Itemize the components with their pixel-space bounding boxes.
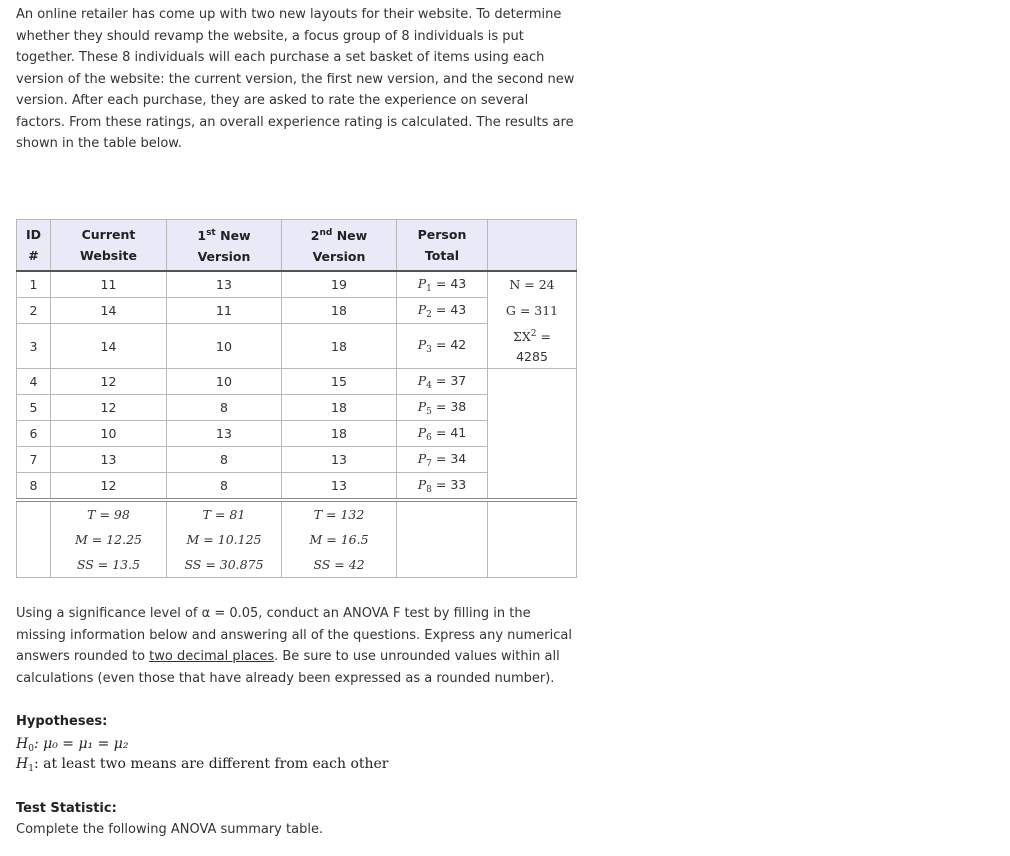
header-id: ID #	[17, 220, 51, 272]
cell-person-total: $P_1 = 43$	[397, 271, 488, 298]
table-row	[17, 324, 577, 369]
table-header-row	[17, 220, 577, 272]
cell-person-total: $P_4 = 37$	[397, 369, 488, 395]
cell-v2: 18	[282, 324, 397, 369]
two-decimal-places-link[interactable]: two decimal places	[149, 649, 275, 664]
header-blank	[488, 220, 577, 272]
header-current: Current Website	[51, 220, 167, 272]
cell-person-total: $P_3 = 42$	[397, 324, 488, 369]
ratings-table	[16, 219, 577, 578]
cell-v1: 8	[167, 447, 282, 473]
summary-blank-right	[488, 500, 577, 578]
cell-v1: 11	[167, 298, 282, 324]
test-statistic-heading: Test Statistic:	[16, 801, 117, 816]
row-id: 6	[17, 421, 51, 447]
cell-v2: 19	[282, 271, 397, 298]
cell-current: 14	[51, 298, 167, 324]
summary-blank-left	[17, 500, 51, 578]
cell-person-total: $P_2 = 43$	[397, 298, 488, 324]
summary-blank-person	[397, 500, 488, 578]
cell-empty	[488, 369, 577, 501]
v2-t: T = 132	[282, 500, 397, 527]
row-id: 2	[17, 298, 51, 324]
cell-v1: 8	[167, 395, 282, 421]
table-row	[17, 369, 577, 395]
table-row	[17, 271, 577, 298]
summary-row-t	[17, 500, 577, 527]
cell-current: 10	[51, 421, 167, 447]
row-id: 7	[17, 447, 51, 473]
v1-t: T = 81	[167, 500, 282, 527]
cell-v2: 13	[282, 447, 397, 473]
cell-v2: 13	[282, 473, 397, 501]
v1-ss: SS = 30.875	[167, 552, 282, 578]
table-row	[17, 298, 577, 324]
cell-person-total: $P_5 = 38$	[397, 395, 488, 421]
v2-m: M = 16.5	[282, 527, 397, 552]
null-hypothesis: $H_0$: μ₀ = μ₁ = μ₂	[16, 736, 129, 754]
cell-n: N = 24	[488, 271, 577, 298]
cell-v2: 18	[282, 421, 397, 447]
row-id: 8	[17, 473, 51, 501]
row-id: 3	[17, 324, 51, 369]
current-m: M = 12.25	[51, 527, 167, 552]
cell-person-total: $P_7 = 34$	[397, 447, 488, 473]
header-v2: 2nd New Version	[282, 220, 397, 272]
cell-v1: 8	[167, 473, 282, 501]
current-ss: SS = 13.5	[51, 552, 167, 578]
cell-g: G = 311	[488, 298, 577, 324]
row-id: 1	[17, 271, 51, 298]
task-paragraph: Using a significance level of α = 0.05, conduct an ANOVA F test by filling in the missing information below and answering all of the questions. Express any numerical answers rounded to two decimal places. Be sure to use unrounded values within all calculations (even those that have already been expressed as a rounded number).	[16, 606, 572, 686]
test-statistic-instruction: Complete the following ANOVA summary table.	[16, 822, 324, 837]
cell-person-total: $P_6 = 41$	[397, 421, 488, 447]
cell-v2: 18	[282, 298, 397, 324]
header-person-total: Person Total	[397, 220, 488, 272]
cell-v1: 10	[167, 324, 282, 369]
cell-v2: 15	[282, 369, 397, 395]
cell-v1: 13	[167, 271, 282, 298]
row-id: 5	[17, 395, 51, 421]
intro-paragraph: An online retailer has come up with two new layouts for their website. To determine whether they should revamp the website, a focus group of 8 individuals is put together. These 8 individuals will each purchase a set basket of items using each version of the website: the current version, the first new version, and the second new version. After each purchase, they are asked to rate the experience on several factors. From these ratings, an overall experience rating is calculated. The results are shown in the table below.	[16, 7, 575, 151]
cell-v1: 10	[167, 369, 282, 395]
cell-current: 13	[51, 447, 167, 473]
cell-person-total: $P_8 = 33$	[397, 473, 488, 501]
current-t: T = 98	[51, 500, 167, 527]
alternative-hypothesis: $H_1$: at least two means are different from each other	[16, 756, 389, 774]
cell-current: 12	[51, 473, 167, 501]
v2-ss: SS = 42	[282, 552, 397, 578]
cell-current: 14	[51, 324, 167, 369]
cell-current: 12	[51, 395, 167, 421]
cell-v2: 18	[282, 395, 397, 421]
cell-v1: 13	[167, 421, 282, 447]
cell-current: 12	[51, 369, 167, 395]
row-id: 4	[17, 369, 51, 395]
header-v1: 1st New Version	[167, 220, 282, 272]
hypotheses-heading: Hypotheses:	[16, 714, 108, 729]
cell-sum-x-squared: $\Sigma X^2$ = 4285	[488, 324, 577, 369]
v1-m: M = 10.125	[167, 527, 282, 552]
cell-current: 11	[51, 271, 167, 298]
